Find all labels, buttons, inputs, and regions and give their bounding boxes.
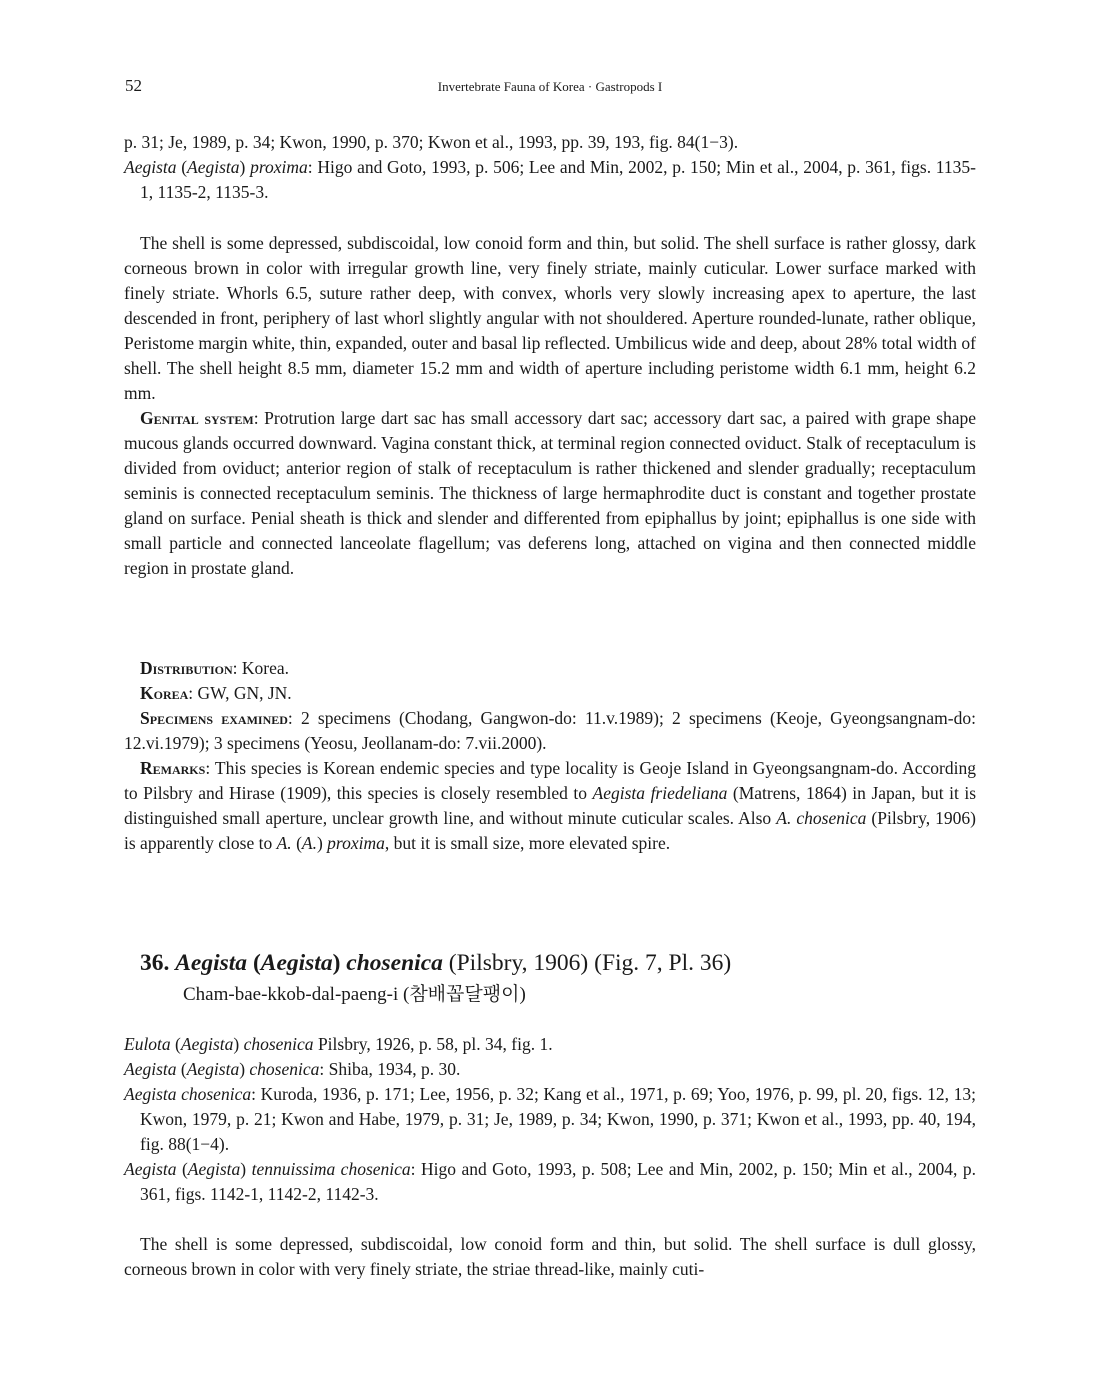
reference-entry: Aegista (Aegista) chosenica: Shiba, 1934, p. 30. bbox=[124, 1059, 461, 1079]
genus-name: Aegista bbox=[175, 950, 248, 976]
shell-description: The shell is some depressed, subdiscoidal, low conoid form and thin, but solid. The shell surface is dull glossy, corneous brown in color with very finely striate, the striae thread-like, mainly cuti- bbox=[124, 1234, 976, 1279]
remarks-paragraph bbox=[124, 756, 976, 856]
taxon-name: Aegista friedeliana bbox=[592, 783, 728, 803]
genus-name: Eulota bbox=[124, 1034, 171, 1054]
subgenus-name: Aegista bbox=[187, 1159, 241, 1179]
reference-text: : Higo and Goto, 1993, p. 508; Lee and Min, 2002, p. 150; Min et al., 2004, p. 361, figs. 1142-1, 1142-2, 1142-3. bbox=[140, 1159, 977, 1204]
reference-text: : Shiba, 1934, p. 30. bbox=[319, 1059, 461, 1079]
subgenus-name: Aegista bbox=[180, 1034, 234, 1054]
distribution-line bbox=[124, 656, 976, 681]
taxon-name: A. chosenica bbox=[776, 808, 867, 828]
section-label: Genital system bbox=[140, 408, 254, 428]
genus-name: Aegista bbox=[124, 1059, 177, 1079]
records-section bbox=[124, 656, 976, 856]
species-name: chosenica bbox=[249, 1059, 320, 1079]
paragraph-text: : This species is Korean endemic species and type locality is Geoje Island in Gyeongsangnam-do. According to Pilsbry and Hirase (1909), this species is closely resembled to bbox=[124, 758, 976, 803]
paragraph-text: : 2 specimens (Chodang, Gangwon-do: 11.v.1989); 2 specimens (Keoje, Gyeongsangnam-do: 12.vi.1979); 3 specimens (Yeosu, Jeollanam-do: 7.vii.2000). bbox=[124, 708, 976, 753]
page-number: 52 bbox=[125, 76, 142, 95]
paragraph-text: (Matrens, 1864) in Japan, but it is distinguished small aperture, unclear growth line, and without minute cuticular scales. Also bbox=[124, 783, 976, 828]
reference-text: : Kuroda, 1936, p. 171; Lee, 1956, p. 32; Kang et al., 1971, p. 69; Yoo, 1976, p. 99, pl. 20, figs. 12, 13; Kwon, 1979, p. 21; Kwon and Habe, 1979, p. 31; Je, 1989, p. 34; Kwon, 1990, p. 371; Kwon et al., 1993, pp. 40, 194, fig. 88(1−4). bbox=[140, 1084, 977, 1154]
species-name: tennuissima chosenica bbox=[251, 1159, 411, 1179]
genus-name: Aegista bbox=[124, 157, 177, 177]
top-references bbox=[124, 130, 976, 205]
reference-text: Pilsbry, 1926, p. 58, pl. 34, fig. 1. bbox=[313, 1034, 553, 1054]
reference-entry bbox=[124, 1082, 976, 1157]
paragraph-text: : Protrution large dart sac has small accessory dart sac; accessory dart sac, a paired with grape shape mucous glands occurred downward. Vagina constant thick, at terminal region connected oviduct. Stalk of receptaculum is divided from oviduct; anterior region of stalk of receptaculum is rather thickened and slender gradually; receptaculum seminis is connected receptaculum seminis. The thickness of large hermaphrodite duct is constant and together prostate gland on surface. Penial sheath is thick and slender and differented from epiphallus by joint; epiphallus is one side with small particle and connected lanceolate flagellum; vas deferens long, attached on vigina and then connected middle region in prostate gland. bbox=[124, 408, 976, 578]
section-label: Specimens examined bbox=[140, 708, 288, 728]
shell-description: The shell is some depressed, subdiscoidal, low conoid form and thin, but solid. The shell surface is rather glossy, dark corneous brown in color with irregular growth line, very finely striate, mainly cuticular. Lower surface marked with finely striate. Whorls 6.5, suture rather deep, with convex, whorls very slowly increasing apex to aperture, the last descended in front, periphery of last whorl slightly angular with not shouldered. Aperture rounded-lunate, rather oblique, Peristome margin white, thin, expanded, outer and basal lip reflected. Umbilicus wide and deep, about 28% total width of shell. The shell height 8.5 mm, diameter 15.2 mm and width of aperture including peristome width 6.1 mm, height 6.2 mm. bbox=[124, 233, 976, 403]
genital-system-paragraph bbox=[124, 406, 976, 581]
paragraph-text: (Pilsbry, 1906) is apparently close to bbox=[124, 808, 976, 853]
paragraph-text: , but it is small size, more elevated spire. bbox=[384, 833, 671, 853]
korean-common-name: Cham-bae-kkob-dal-paeng-i (참배꼽달팽이) bbox=[183, 984, 526, 1005]
taxon-name: proxima bbox=[327, 833, 385, 853]
taxon-name: A. bbox=[276, 833, 292, 853]
section-label: Korea bbox=[140, 683, 189, 703]
description-section bbox=[124, 231, 976, 581]
section-label: Distribution bbox=[140, 658, 233, 678]
species-references bbox=[124, 1032, 976, 1207]
species-name: proxima bbox=[250, 157, 308, 177]
paragraph-text: ( bbox=[291, 833, 302, 853]
species-description bbox=[124, 1232, 976, 1282]
species-name: chosenica bbox=[243, 1034, 314, 1054]
specimens-paragraph bbox=[124, 706, 976, 756]
subgenus-name: Aegista bbox=[187, 157, 240, 177]
paragraph-text: ) bbox=[316, 833, 328, 853]
subgenus-name: Aegista bbox=[186, 1059, 240, 1079]
running-title: Invertebrate Fauna of Korea · Gastropods I bbox=[437, 79, 663, 94]
taxon-name: Aegista chosenica bbox=[124, 1084, 252, 1104]
reference-entry: Aegista (Aegista) proxima: Higo and Goto, 1993, p. 506; Lee and Min, 2002, p. 150; Min et al., 2004, p. 361, figs. 1135-1, 1135-2, 1135-3. bbox=[124, 157, 976, 202]
reference-entry: Aegista (Aegista) tennuissima chosenica: Higo and Goto, 1993, p. 508; Lee and Min, 2002, p. 150; Min et al., 2004, p. 361, figs. 1142-1, 1142-2, 1142-3. bbox=[124, 1159, 977, 1204]
subgenus-name: Aegista bbox=[260, 950, 333, 976]
species-heading: 36. Aegista (Aegista) chosenica (Pilsbry, 1906) (Fig. 7, Pl. 36) bbox=[140, 950, 732, 976]
species-number: 36. bbox=[140, 950, 170, 976]
section-label: Remarks bbox=[140, 758, 206, 778]
reference-continuation: p. 31; Je, 1989, p. 34; Kwon, 1990, p. 370; Kwon et al., 1993, pp. 39, 193, fig. 84(1−3). bbox=[124, 132, 739, 152]
species-name: chosenica bbox=[346, 950, 443, 976]
reference-text: : Higo and Goto, 1993, p. 506; Lee and Min, 2002, p. 150; Min et al., 2004, p. 361, figs. 1135-1, 1135-2, 1135-3. bbox=[140, 157, 976, 202]
taxon-name: A. bbox=[301, 833, 317, 853]
paragraph-text: : Korea. bbox=[232, 658, 290, 678]
species-authority: (Pilsbry, 1906) (Fig. 7, Pl. 36) bbox=[448, 950, 732, 976]
reference-entry: Eulota (Aegista) chosenica Pilsbry, 1926, p. 58, pl. 34, fig. 1. bbox=[124, 1034, 553, 1054]
genus-name: Aegista bbox=[124, 1159, 177, 1179]
paragraph-text: : GW, GN, JN. bbox=[188, 683, 292, 703]
korea-line bbox=[124, 681, 976, 706]
